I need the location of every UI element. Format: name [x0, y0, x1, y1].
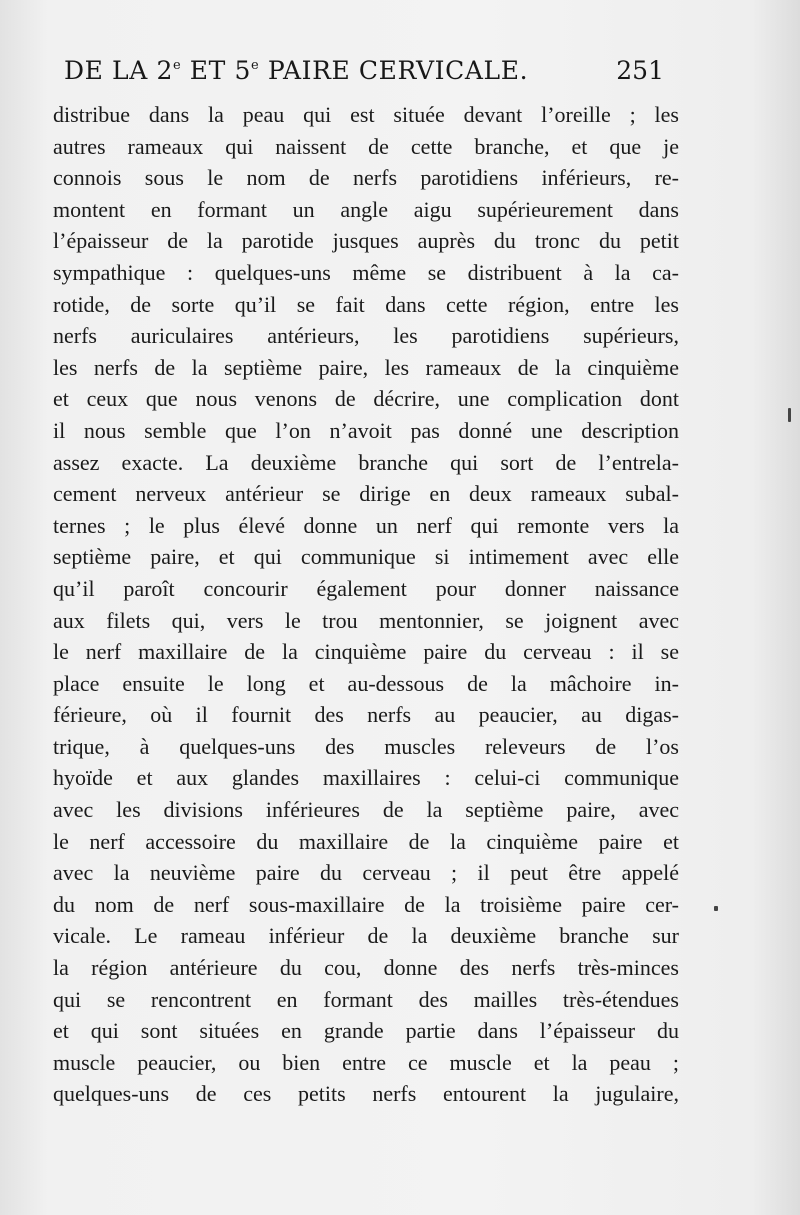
text-line: les nerfs de la septième paire, les rameaux de la cinquième — [53, 354, 679, 380]
text-line: l’épaisseur de la parotide jusques auprès du tronc du petit — [53, 228, 679, 254]
text-line: du nom de nerf sous-maxillaire de la troisième paire cer- — [53, 891, 679, 917]
text-line: nerfs auriculaires antérieurs, les parotidiens supérieurs, — [53, 323, 679, 349]
text-line: la région antérieure du cou, donne des nerfs très-minces — [53, 955, 679, 981]
text-line: férieure, où il fournit des nerfs au peaucier, au digas- — [53, 702, 679, 728]
text-line: autres rameaux qui naissent de cette branche, et que je — [53, 133, 679, 159]
margin-mark — [714, 906, 718, 911]
text-line: qui se rencontrent en formant des mailles très-étendues — [53, 986, 679, 1012]
running-title-part: DE LA 2 — [64, 56, 173, 85]
text-line: montent en formant un angle aigu supérieurement dans — [53, 196, 679, 222]
body-text — [53, 99, 679, 1110]
margin-mark — [788, 408, 791, 422]
text-line: hyoïde et aux glandes maxillaires : celui-ci communique — [53, 765, 679, 791]
text-line: assez exacte. La deuxième branche qui sort de l’entrela- — [53, 449, 679, 475]
running-title — [64, 56, 528, 85]
text-line: le nerf maxillaire de la cinquième paire du cerveau : il se — [53, 639, 679, 665]
text-line: le nerf accessoire du maxillaire de la cinquième paire et — [53, 828, 679, 854]
running-head — [64, 56, 664, 90]
text-line: rotide, de sorte qu’il se fait dans cette région, entre les — [53, 291, 679, 317]
text-line: connois sous le nom de nerfs parotidiens inférieurs, re- — [53, 165, 679, 191]
running-title-part: ET 5 — [181, 56, 251, 85]
text-line: muscle peaucier, ou bien entre ce muscle et la peau ; — [53, 1049, 679, 1075]
text-line: place ensuite le long et au-dessous de la mâchoire in- — [53, 670, 679, 696]
text-line: et qui sont situées en grande partie dans l’épaisseur du — [53, 1018, 679, 1044]
text-line: septième paire, et qui communique si intimement avec elle — [53, 544, 679, 570]
text-line: quelques-uns de ces petits nerfs entourent la jugulaire, — [53, 1081, 679, 1107]
text-line: avec la neuvième paire du cerveau ; il peut être appelé — [53, 860, 679, 886]
running-title-part: PAIRE CERVICALE. — [259, 56, 529, 85]
running-title-superscript: e — [172, 58, 182, 73]
text-line: avec les divisions inférieures de la septième paire, avec — [53, 797, 679, 823]
text-line: sympathique : quelques-uns même se distribuent à la ca- — [53, 259, 679, 285]
text-line: vicale. Le rameau inférieur de la deuxième branche sur — [53, 923, 679, 949]
text-line: qu’il paroît concourir également pour donner naissance — [53, 575, 679, 601]
text-line: il nous semble que l’on n’avoit pas donné une description — [53, 417, 679, 443]
text-line: trique, à quelques-uns des muscles releveurs de l’os — [53, 733, 679, 759]
text-line: distribue dans la peau qui est située devant l’oreille ; les — [53, 102, 679, 127]
page-number: 251 — [616, 56, 664, 85]
text-line: cement nerveux antérieur se dirige en deux rameaux subal- — [53, 481, 679, 507]
running-title-superscript: e — [250, 58, 260, 73]
text-line: ternes ; le plus élevé donne un nerf qui remonte vers la — [53, 512, 679, 538]
text-line: aux filets qui, vers le trou mentonnier, se joignent avec — [53, 607, 679, 633]
text-line: et ceux que nous venons de décrire, une complication dont — [53, 386, 679, 412]
